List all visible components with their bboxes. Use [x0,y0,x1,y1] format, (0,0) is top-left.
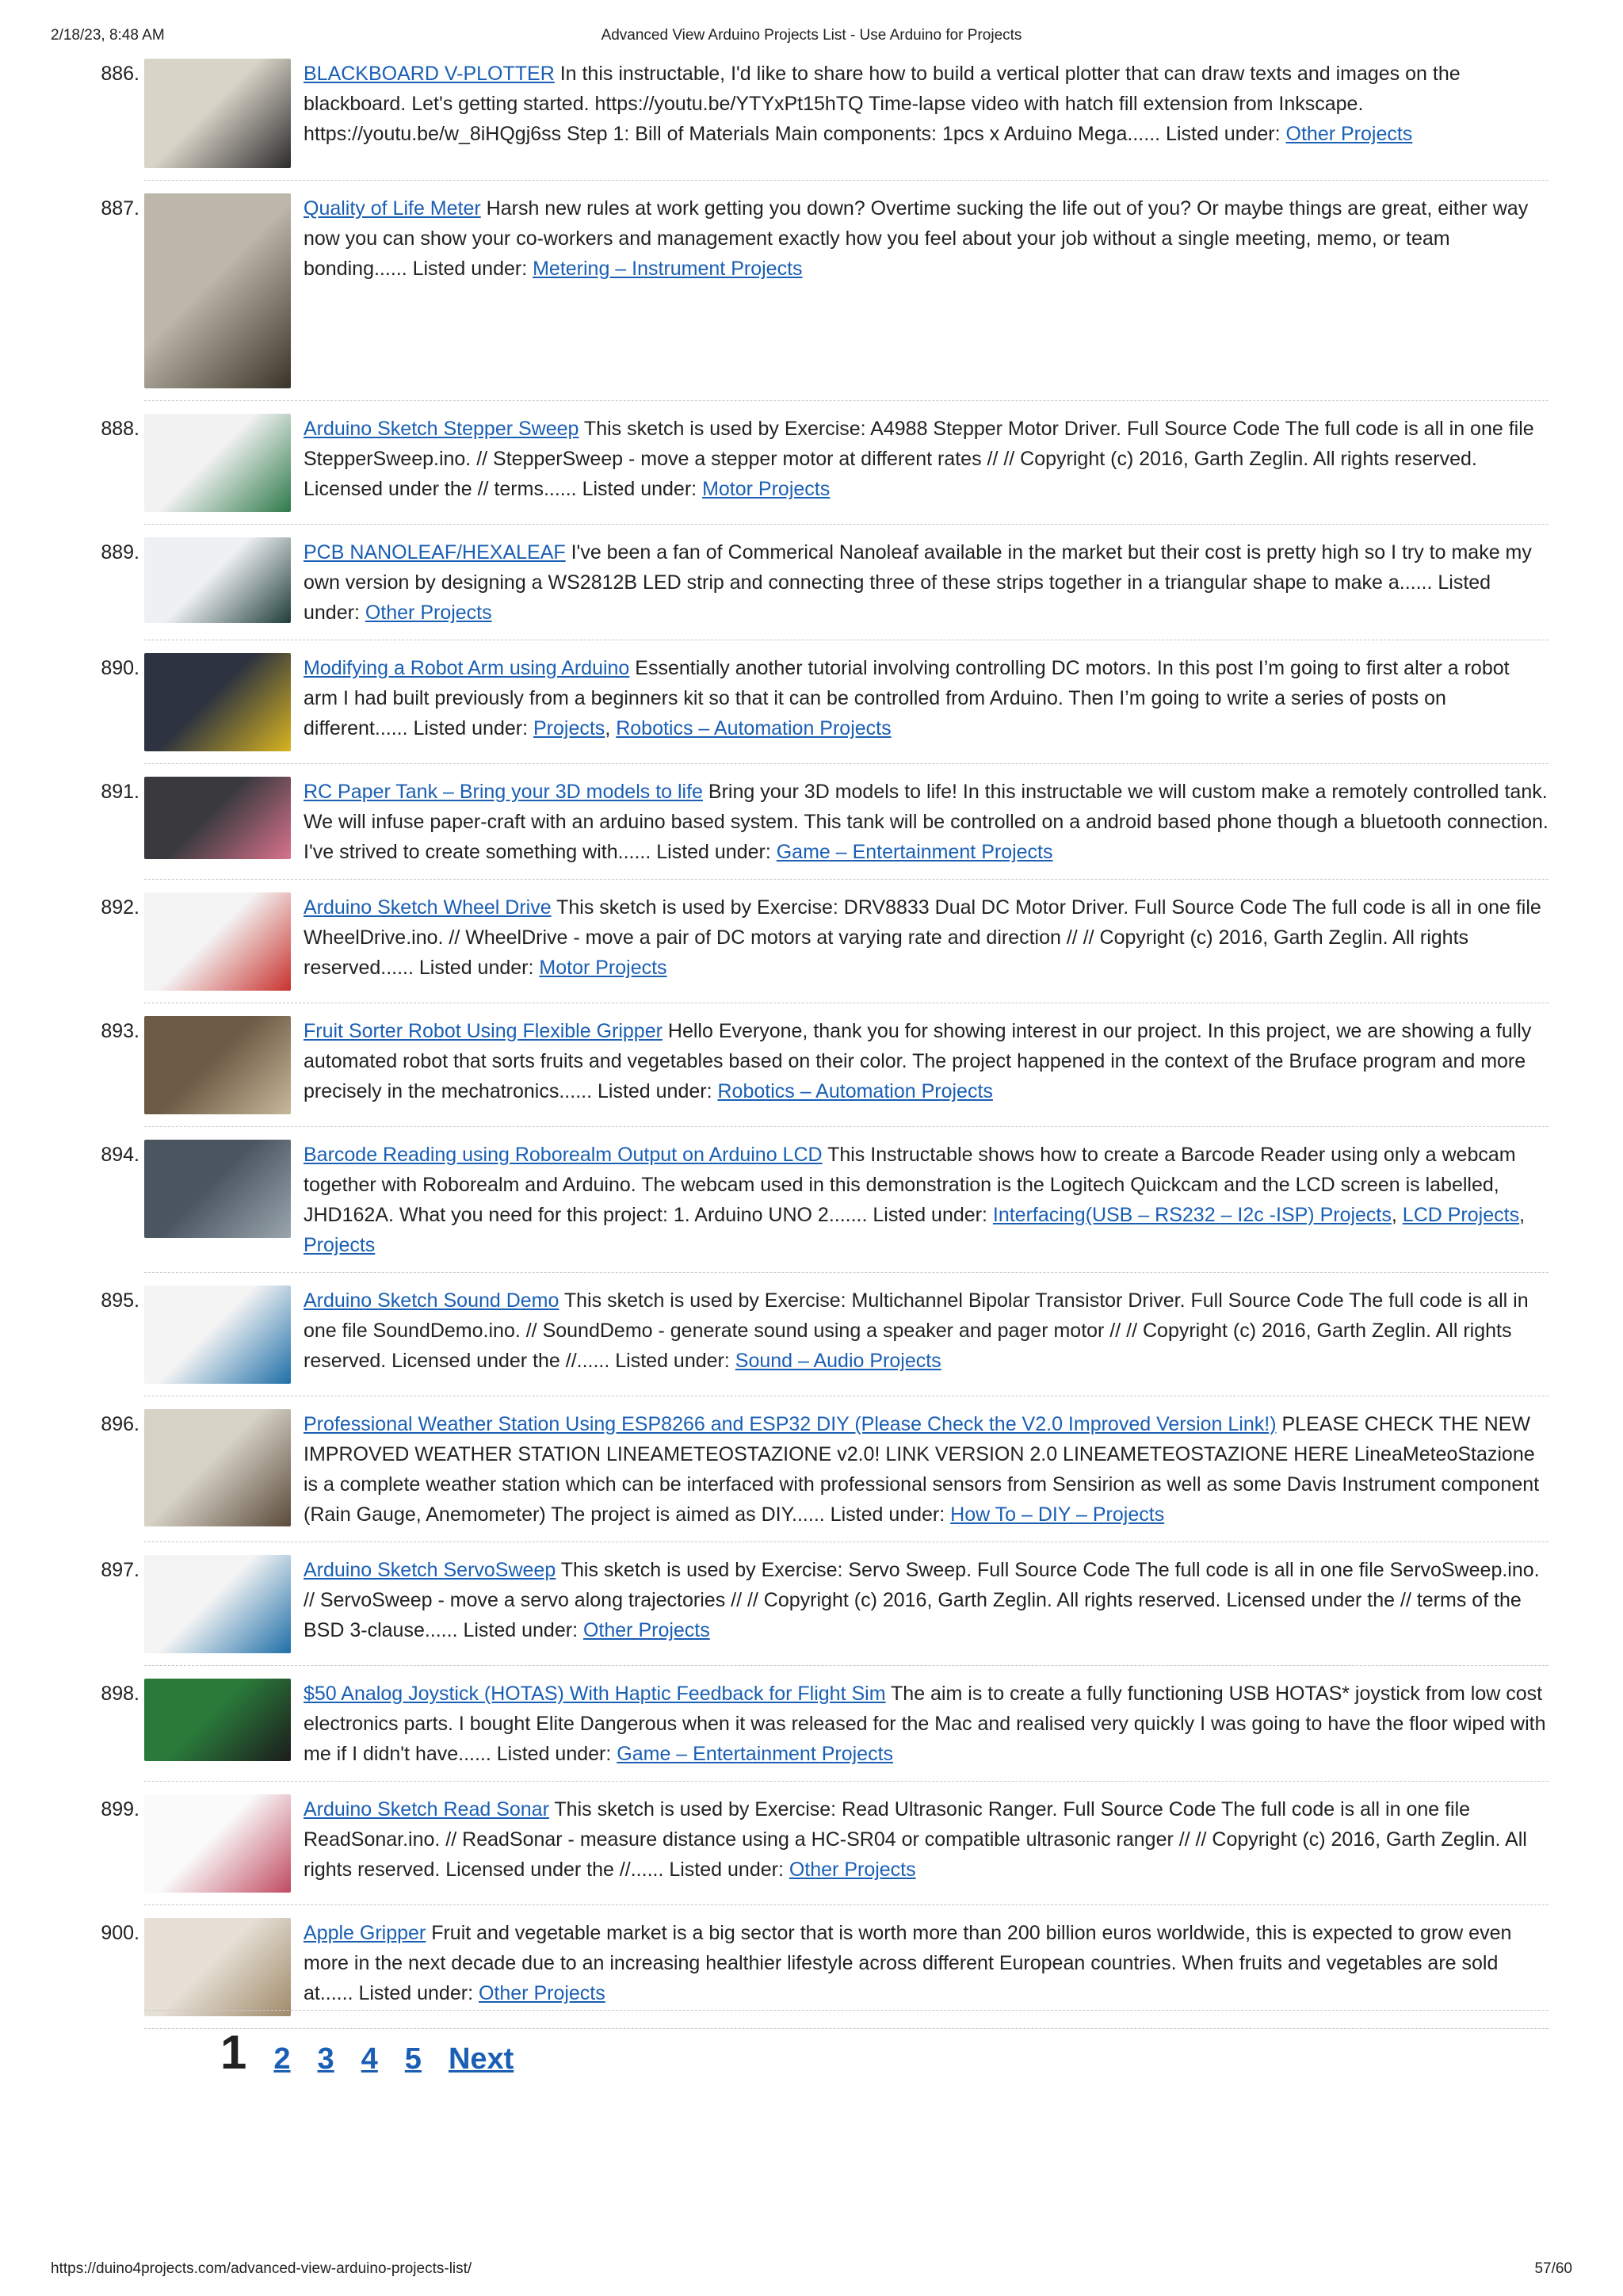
list-item [51,1013,1549,1137]
print-date: 2/18/23, 8:48 AM [51,27,165,44]
project-thumbnail[interactable] [144,59,291,168]
item-number: 897. [101,1559,139,1581]
project-description: Hello Everyone, thank you for showing interest in our project. In this project, we are showing a fully automated robot that sorts fruits and vegetables based on their color. The project happened in the context of the Bruface program and more precisely in the mechatronics...... Listed under: [304,1020,1532,1102]
list-item [51,1406,1549,1552]
project-title-link[interactable]: RC Paper Tank – Bring your 3D models to life [304,781,703,803]
project-title-link[interactable]: Arduino Sketch ServoSweep [304,1559,556,1581]
project-description: This sketch is used by Exercise: A4988 Stepper Motor Driver. Full Source Code The full code is all in one file StepperSweep.ino. // StepperSweep - move a stepper motor at different rates // // Copyright (c) 2016, Garth Zeglin. All rights reserved. Licensed under the // terms...... Listed under: [304,418,1534,500]
item-number: 896. [101,1413,139,1435]
list-item [51,1137,1549,1282]
item-number: 887. [101,197,139,220]
project-title-link[interactable]: Fruit Sorter Robot Using Flexible Gripper [304,1020,663,1042]
project-description: This sketch is used by Exercise: DRV8833 Dual DC Motor Driver. Full Source Code The full code is all in one file WheelDrive.ino. // WheelDrive - move a pair of DC motors at varying rate and direction // // Copyright (c) 2016, Garth Zeglin. All rights reserved...... Listed under: [304,896,1541,979]
item-number: 892. [101,896,139,919]
print-page-number: 57/60 [1534,2260,1572,2277]
item-text [304,892,1549,983]
category-link[interactable]: Projects [533,717,605,739]
project-description: In this instructable, I'd like to share how to build a vertical plotter that can draw texts and images on the blackboard. Let's getting started. https://youtu.be/YTYxPt15hTQ Time-lapse video with hatch fill extension from Inkscape. https://youtu.be/w_8iHQgj6ss Step 1: Bill of Materials Main components: 1pcs x Arduino Mega...... Listed under: [304,63,1461,145]
item-number: 888. [101,418,139,440]
category-link[interactable]: Projects [304,1234,376,1256]
item-text [304,1555,1549,1645]
list-item [51,190,1549,411]
project-description: This sketch is used by Exercise: Servo Sweep. Full Source Code The full code is all in one file ServoSweep.ino. // ServoSweep - move a servo along trajectories // // Copyright (c) 2016, Garth Zeglin. All rights reserved. Licensed under the // terms of the BSD 3-clause...... Listed under: [304,1559,1540,1641]
pagination-page-3[interactable]: 3 [317,2042,334,2076]
category-separator: , [1391,1204,1403,1226]
item-text [304,1016,1549,1106]
category-link[interactable]: Other Projects [582,1619,710,1641]
category-link[interactable]: Robotics – Automation Projects [717,1080,993,1102]
category-link[interactable]: Other Projects [1285,123,1413,145]
project-description: Harsh new rules at work getting you down? Overtime sucking the life out of you? Or maybe things are great, either way now you can show your co-workers and management exactly how you feel about your job without a single meeting, memo, or team bonding...... Listed under: [304,197,1529,280]
pagination-next-link[interactable]: Next [448,2042,514,2076]
item-number: 900. [101,1922,139,1944]
list-item [51,1282,1549,1406]
project-thumbnail[interactable] [144,1286,291,1384]
list-item [51,534,1549,650]
project-title-link[interactable]: Apple Gripper [304,1922,426,1944]
project-thumbnail[interactable] [144,653,291,751]
item-number: 890. [101,657,139,679]
category-separator: , [1519,1204,1526,1226]
list-item [51,650,1549,774]
project-thumbnail[interactable] [144,777,291,859]
project-title-link[interactable]: Arduino Sketch Sound Demo [304,1289,559,1312]
project-title-link[interactable]: Arduino Sketch Stepper Sweep [304,418,579,440]
category-link[interactable]: Motor Projects [702,478,831,500]
category-link[interactable]: Other Projects [365,602,492,624]
item-number: 895. [101,1289,139,1312]
print-page-title: Advanced View Arduino Projects List - Use Arduino for Projects [601,27,1022,44]
list-item [51,1791,1549,1915]
item-number: 899. [101,1798,139,1820]
category-link[interactable]: Sound – Audio Projects [735,1350,941,1372]
category-link[interactable]: Other Projects [478,1982,605,2004]
print-url: https://duino4projects.com/advanced-view-arduino-projects-list/ [51,2260,472,2277]
project-description: PLEASE CHECK THE NEW IMPROVED WEATHER STATION LINEAMETEOSTAZIONE v2.0! LINK VERSION 2.0 LINEAMETEOSTAZIONE HERE LineaMeteoStazione is a complete weather station which can be interfaced with professional sensors from Sensirion as well as some Davis Instrument component (Rain Gauge, Anemometer) The project is aimed as DIY...... Listed under: [304,1413,1540,1526]
pagination-page-2[interactable]: 2 [273,2042,291,2076]
project-title-link[interactable]: PCB NANOLEAF/HEXALEAF [304,541,566,563]
project-thumbnail[interactable] [144,193,291,388]
list-divider [144,2010,1549,2011]
project-description: This sketch is used by Exercise: Read Ultrasonic Ranger. Full Source Code The full code is all in one file ReadSonar.ino. // ReadSonar - measure distance using a HC-SR04 or compatible ultrasonic ranger // // Copyright (c) 2016, Garth Zeglin. All rights reserved. Licensed under the //...... Listed under: [304,1798,1527,1881]
project-thumbnail[interactable] [144,1016,291,1114]
project-title-link[interactable]: Quality of Life Meter [304,197,481,220]
pagination [220,2025,514,2080]
item-number: 894. [101,1144,139,1166]
item-number: 886. [101,63,139,85]
item-number: 893. [101,1020,139,1042]
list-item [51,1675,1549,1791]
list-item [51,411,1549,534]
category-link[interactable]: Game – Entertainment Projects [776,841,1053,863]
project-title-link[interactable]: Professional Weather Station Using ESP8266 and ESP32 DIY (Please Check the V2.0 Improved Version Link!) [304,1413,1277,1435]
item-text [304,653,1549,743]
item-text [304,1140,1549,1260]
pagination-page-5[interactable]: 5 [404,2042,422,2076]
item-text [304,59,1549,149]
item-number: 889. [101,541,139,563]
project-title-link[interactable]: Arduino Sketch Wheel Drive [304,896,552,919]
project-thumbnail[interactable] [144,1794,291,1893]
category-link[interactable]: Motor Projects [539,957,667,979]
project-title-link[interactable]: Modifying a Robot Arm using Arduino [304,657,630,679]
category-link[interactable]: Interfacing(USB – RS232 – I2c -ISP) Projects [992,1204,1392,1226]
project-title-link[interactable]: Barcode Reading using Roborealm Output on Arduino LCD [304,1144,823,1166]
item-text [304,1286,1549,1376]
category-separator: , [605,717,617,739]
item-text [304,414,1549,504]
project-description: This Instructable shows how to create a Barcode Reader using only a webcam together with Roborealm and Arduino. The webcam used in this demonstration is the Logitech Quickcam and the LCD screen is labelled, JHD162A. What you need for this project: 1. Arduino UNO 2....... Listed under: [304,1144,1516,1226]
category-link[interactable]: LCD Projects [1402,1204,1520,1226]
list-item [51,774,1549,889]
project-description: I've been a fan of Commerical Nanoleaf available in the market but their cost is pretty high so I try to make my own version by designing a WS2812B LED strip and connecting three of these strips together in a triangular shape to make a...... Listed under: [304,541,1532,624]
project-title-link[interactable]: Arduino Sketch Read Sonar [304,1798,549,1820]
category-link[interactable]: Other Projects [789,1859,916,1881]
category-link[interactable]: How To – DIY – Projects [950,1503,1165,1526]
project-title-link[interactable]: BLACKBOARD V-PLOTTER [304,63,555,85]
list-item [51,55,1549,190]
item-text [304,1409,1549,1530]
project-thumbnail[interactable] [144,1555,291,1653]
item-text [304,1679,1549,1769]
item-text [304,537,1549,628]
item-text [304,193,1549,284]
print-header [51,27,1572,51]
project-description: Bring your 3D models to life! In this instructable we will custom make a remotely controlled tank. We will infuse paper-craft with an arduino based system. This tank will be controlled on a android based phone though a bluetooth connection. I've strived to create something with...... Listed under: [304,781,1549,863]
item-number: 891. [101,781,139,803]
item-text [304,1794,1549,1885]
item-number: 898. [101,1683,139,1705]
project-description: Essentially another tutorial involving controlling DC motors. In this post I’m going to first alter a robot arm I had built previously from a beginners kit so that it can be controlled from Arduino. Then I’m going to write a series of posts on different...... Listed under: [304,657,1510,739]
list-item [51,1552,1549,1675]
category-link[interactable]: Robotics – Automation Projects [616,717,892,739]
project-thumbnail[interactable] [144,1409,291,1526]
category-link[interactable]: Game – Entertainment Projects [617,1743,894,1765]
project-title-link[interactable]: $50 Analog Joystick (HOTAS) With Haptic Feedback for Flight Sim [304,1683,886,1705]
project-thumbnail[interactable] [144,1918,291,2016]
item-text [304,1918,1549,2008]
pagination-current-page: 1 [220,2026,247,2079]
project-thumbnail[interactable] [144,1679,291,1761]
category-link[interactable]: Metering – Instrument Projects [533,258,803,280]
project-thumbnail[interactable] [144,537,291,623]
project-list [51,55,1549,2038]
pagination-page-4[interactable]: 4 [361,2042,378,2076]
project-description: This sketch is used by Exercise: Multichannel Bipolar Transistor Driver. Full Source Code The full code is all in one file SoundDemo.ino. // SoundDemo - generate sound using a speaker and pager motor // // Copyright (c) 2016, Garth Zeglin. All rights reserved. Licensed under the //...... Listed under: [304,1289,1529,1372]
project-thumbnail[interactable] [144,414,291,512]
project-thumbnail[interactable] [144,1140,291,1238]
item-text [304,777,1549,867]
project-thumbnail[interactable] [144,892,291,991]
print-footer [51,2260,1572,2284]
list-item [51,889,1549,1013]
list-item [51,1915,1549,2038]
project-description: The aim is to create a fully functioning USB HOTAS* joystick from low cost electronics parts. I bought Elite Dangerous when it was released for the Mac and realised very quickly I was going to have the floor wiped with me if I didn't have...... Listed under: [304,1683,1546,1765]
project-description: Fruit and vegetable market is a big sector that is worth more than 200 billion euros worldwide, this is expected to grow even more in the next decade due to an increasing healthier lifestyle across different European countries. When fruits and vegetables are sold at...... Listed under: [304,1922,1512,2004]
